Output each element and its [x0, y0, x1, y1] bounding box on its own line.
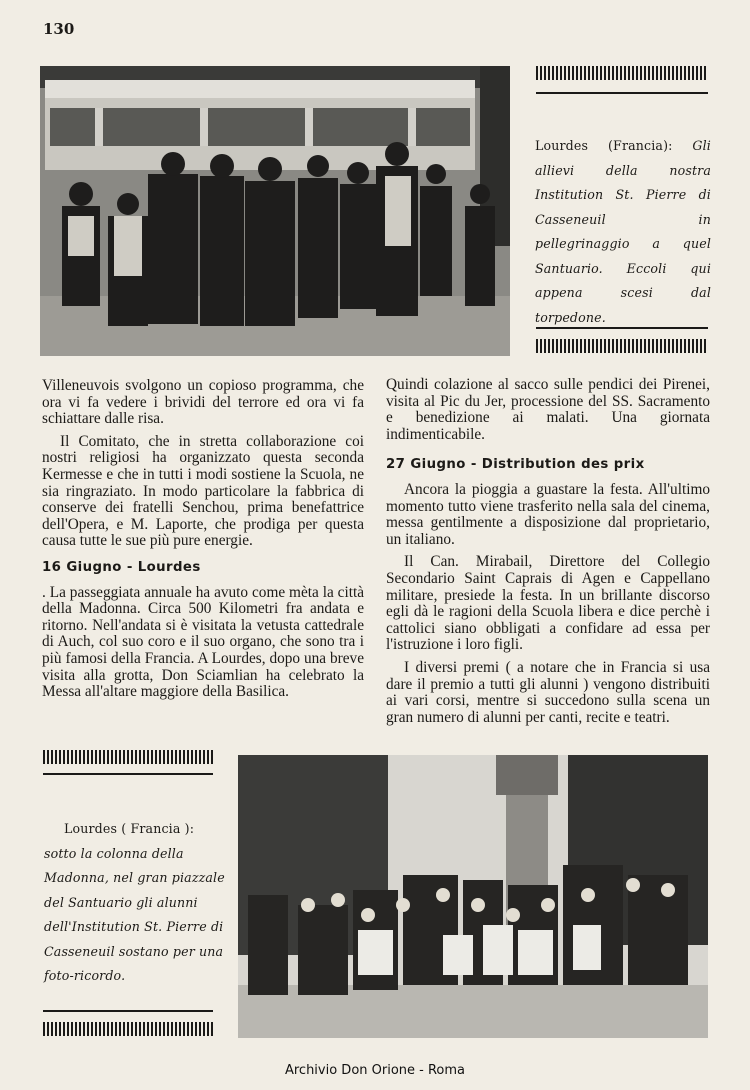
divider-line [536, 92, 708, 94]
divider-line [43, 773, 213, 775]
left-text-column [42, 378, 364, 701]
decorative-band [536, 66, 708, 80]
paragraph: Ancora la pioggia a guastare la festa. All'ultimo momento tutto viene trasferito nella sala del cinema, messa gentilmente a disposizione dal proprietario, un italiano. [386, 480, 710, 548]
section-heading: 27 Giugno - Distribution des prix [386, 457, 645, 473]
divider-line [536, 327, 708, 329]
paragraph: I diversi premi ( a notare che in Francia si usa dare il premio a tutti gli alunni ) vengono distribuiti ai vari corsi, mentre si succedono sulla scena un gran numero di alunni per canti, recite e teatri. [386, 658, 710, 726]
top-photo-caption [535, 134, 711, 330]
caption-text: Gli allievi della nostra Institution St. Pierre di Casseneuil in pellegrinaggio a quel Santuario. Eccoli qui appena scesi dal torpedone. [535, 138, 711, 325]
caption-place: Lourdes ( Francia ): [64, 821, 195, 836]
archive-footer: Archivio Don Orione - Roma [284, 1063, 466, 1078]
bottom-photo [238, 755, 708, 1038]
group-photo-column-icon [238, 755, 708, 1038]
paragraph: Il Can. Mirabail, Direttore del Collegio Secondario Saint Caprais di Agen e Cappellano militare, presiede la festa. In un brillante discorso egli dà le ragioni della Scuola libera e dice perchè i cattolici siano obbligati a confidare ad essa per l'istruzione i loro figli. [386, 553, 710, 654]
caption-text: sotto la colonna della Madonna, nel gran piazzale del Santuario gli alunni dell'Institution St. Pierre di Casseneuil sostano per una foto-ricordo. [44, 845, 225, 983]
paragraph: Villeneuvois svolgono un copioso programma, che ora vi fa vedere i brividi del terrore ed ora vi fa schiattare dalle risa. [42, 377, 364, 428]
paragraph: Quindi colazione al sacco sulle pendici dei Pirenei, visita al Pic du Jer, processione del SS. Sacramento e benedizione ai malati. Una giornata indimenticabile. [386, 376, 710, 443]
divider-line [43, 1010, 213, 1012]
bottom-photo-caption [44, 817, 226, 989]
decorative-band [536, 339, 708, 353]
right-text-column [386, 377, 710, 726]
section-heading: 16 Giugno - Lourdes [42, 559, 201, 575]
caption-place: Lourdes (Francia): [535, 138, 693, 153]
paragraph: Il Comitato, che in stretta collaborazione coi nostri religiosi ha organizzato questa seconda Kermesse e che in tutti i modi sostiene la Scuola, ne sia ringraziato. In modo particolare la fabbrica di conserve dei fratelli Senchou, prima benefattrice dell'Opera, e M. Laporte, che prodiga per questa causa tutte le sue più pure energie. [42, 432, 364, 550]
top-photo [40, 66, 510, 356]
decorative-band [43, 1022, 213, 1036]
group-photo-bus-icon [40, 66, 510, 356]
decorative-band [43, 750, 213, 764]
page-number: 130 [43, 20, 75, 38]
paragraph: . La passeggiata annuale ha avuto come mèta la città della Madonna. Circa 500 Kilometri fra andata e ritorno. Nell'andata si è visitata la vetusta cattedrale di Auch, col suo coro e il suo organo, che sono tra i più famosi della Francia. A Lourdes, dopo una breve visita alla grotta, Don Sciamlian ha celebrato la Messa all'altare maggiore della Basilica. [42, 583, 364, 701]
